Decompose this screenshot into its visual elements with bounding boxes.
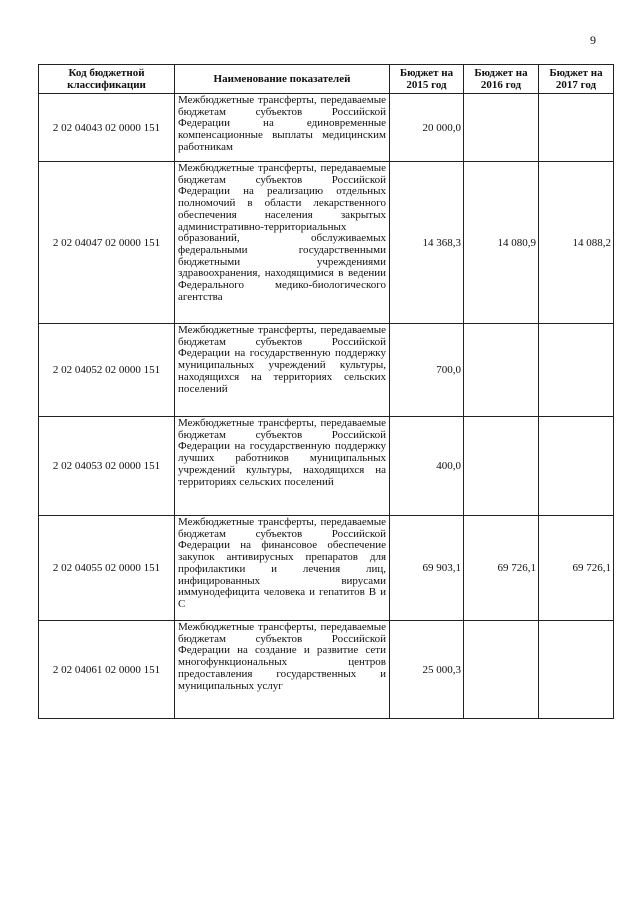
cell-code: 2 02 04047 02 0000 151 (39, 162, 175, 324)
budget-table (38, 64, 614, 719)
table-header (39, 65, 614, 94)
cell-2016 (464, 94, 539, 162)
cell-name: Межбюджетные трансферты, передаваемые бюджетам субъектов Российской Федерации на финансовое обеспечение закупок антивирусных препаратов для профилактики и лечения лиц, инфицированных вирусами иммунодефицита человека и гепатитов B и C (175, 516, 390, 621)
cell-2017: 69 726,1 (539, 516, 614, 621)
table-row (39, 162, 614, 324)
cell-code: 2 02 04061 02 0000 151 (39, 621, 175, 719)
cell-code: 2 02 04043 02 0000 151 (39, 94, 175, 162)
table-row (39, 94, 614, 162)
header-name: Наименование показателей (175, 65, 390, 94)
cell-2016 (464, 621, 539, 719)
table-row (39, 621, 614, 719)
page-number: 9 (590, 33, 596, 47)
cell-2017 (539, 621, 614, 719)
table-row (39, 324, 614, 417)
table-body (39, 94, 614, 719)
cell-code: 2 02 04053 02 0000 151 (39, 417, 175, 516)
cell-2017 (539, 417, 614, 516)
header-2015: Бюджет на 2015 год (390, 65, 464, 94)
header-code: Код бюджетной классификации (39, 65, 175, 94)
cell-2015: 400,0 (390, 417, 464, 516)
cell-2015: 700,0 (390, 324, 464, 417)
table-row (39, 417, 614, 516)
cell-2015: 25 000,3 (390, 621, 464, 719)
cell-2015: 20 000,0 (390, 94, 464, 162)
cell-2015: 69 903,1 (390, 516, 464, 621)
table-row (39, 516, 614, 621)
cell-2017 (539, 94, 614, 162)
cell-2016: 69 726,1 (464, 516, 539, 621)
cell-name: Межбюджетные трансферты, передаваемые бюджетам субъектов Российской Федерации на создание и развитие сети многофункциональных центров предоставления государственных и муниципальных услуг (175, 621, 390, 719)
cell-2015: 14 368,3 (390, 162, 464, 324)
header-2016: Бюджет на 2016 год (464, 65, 539, 94)
cell-2017 (539, 324, 614, 417)
cell-name: Межбюджетные трансферты, передаваемые бюджетам субъектов Российской Федерации на государственную поддержку муниципальных учреждений культуры, находящихся на территориях сельских поселений (175, 324, 390, 417)
header-2017: Бюджет на 2017 год (539, 65, 614, 94)
cell-name: Межбюджетные трансферты, передаваемые бюджетам субъектов Российской Федерации на государственную поддержку лучших работников муниципальных учреждений культуры, находящихся на территориях сельских поселений (175, 417, 390, 516)
cell-2016 (464, 417, 539, 516)
cell-name: Межбюджетные трансферты, передаваемые бюджетам субъектов Российской Федерации на единовременные компенсационные выплаты медицинским работникам (175, 94, 390, 162)
cell-2016: 14 080,9 (464, 162, 539, 324)
cell-2017: 14 088,2 (539, 162, 614, 324)
cell-2016 (464, 324, 539, 417)
cell-code: 2 02 04055 02 0000 151 (39, 516, 175, 621)
cell-name: Межбюджетные трансферты, передаваемые бюджетам субъектов Российской Федерации на реализацию отдельных полномочий в области лекарственного обеспечения населения закрытых административно-территориальных образований, обслуживаемых федеральными государственными бюджетными учреждениями здравоохранения, находящимися в ведении Федерального медико-биологического агентства (175, 162, 390, 324)
cell-code: 2 02 04052 02 0000 151 (39, 324, 175, 417)
header-row (39, 65, 614, 94)
